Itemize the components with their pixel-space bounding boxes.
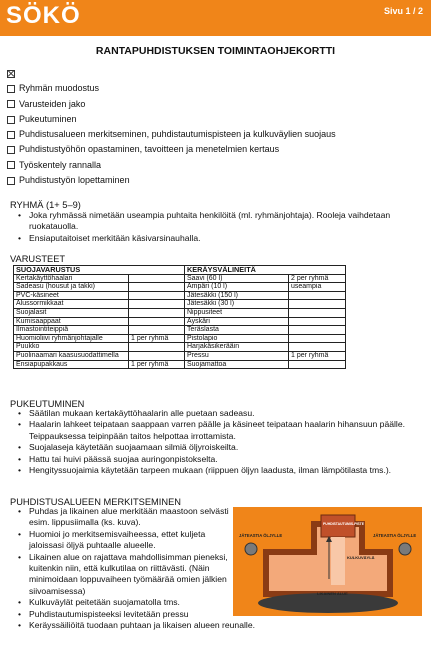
table-row: Ensiapupakkaus 1 per ryhmä Suojamattoa (14, 360, 346, 369)
section-title-varusteet: VARUSTEET (10, 254, 66, 264)
task-checklist (7, 66, 336, 188)
checkbox-icon[interactable] (7, 161, 15, 169)
table-row: Huomioliivi ryhmänjohtajalle 1 per ryhmä Pistolapio (14, 334, 346, 343)
table-row: Ilmastointiteippiä Teräslasta (14, 326, 346, 335)
diagram-label-right: JÄTEASTIA ÖLJYLLE (373, 533, 417, 538)
diagram-label-top: PUHDISTAUTUMIS-PISTE (323, 522, 365, 526)
table-header-row (14, 266, 346, 275)
soko-logo: SÖKÖ (6, 2, 81, 29)
cleaning-point-box (321, 515, 355, 537)
table-row: Alussormikkaat Jätesäkki (30 l) (14, 300, 346, 309)
checklist-item[interactable]: Puhdistusalueen merkitseminen, puhdistautumispisteen ja kulkuväylien suojaus (7, 127, 336, 142)
table-row: Kertakäyttöhaalari Saavi (60 l) 2 per ryhmä (14, 274, 346, 283)
table-row: Sadeasu (housut ja takki) Ämpäri (10 l) useampia (14, 283, 346, 292)
list-item: • Puhdistautumispisteeksi levitetään pressu (14, 609, 231, 620)
list-item: • Keräyssäiliöitä tuodaan puhtaan ja likaisen alueen reunalle. (14, 620, 429, 631)
diagram-label-dirty: LIKAINEN ALUE (317, 591, 348, 596)
section-title-merkitseminen: PUHDISTUSALUEEN MERKITSEMINEN (10, 497, 181, 507)
table-row: Puolinaamari kaasusuodattimella Pressu 1 per ryhmä (14, 351, 346, 360)
list-item: • Puhdas ja likainen alue merkitään maastoon selvästi esim. lippusiimalla (ks. kuva). (14, 506, 231, 529)
brand-header-bar (0, 0, 431, 36)
merkitseminen-list (14, 506, 255, 631)
checkbox-icon[interactable] (7, 177, 15, 185)
checklist-item[interactable]: Ryhmän muodostus (7, 81, 336, 96)
list-item: • Ensiaputaitoiset merkitään käsivarsinauhalla. (14, 233, 414, 244)
list-item: • Kulkuväylät peitetään suojamatolla tms. (14, 597, 231, 608)
list-item: • Likainen alue on rajattava mahdollisimman pieneksi, kuitenkin niin, että kulkutilaa on riittävästi. (Näin minimoidaan loppuvaiheen työmäärää omien jälkien siivoamisessa) (14, 552, 231, 598)
document-title: RANTAPUHDISTUKSEN TOIMINTAOHJEKORTTI (95, 45, 336, 57)
table-row: Puukko Harjakäsikerääin (14, 343, 346, 352)
diagram-label-left: JÄTEASTIA ÖLJYLLE (239, 533, 283, 538)
checkbox-icon[interactable] (7, 131, 15, 139)
diagram-label-path: KULKUVÄYLÄ (347, 555, 375, 560)
checklist-item[interactable]: Työskentely rannalla (7, 158, 336, 173)
site-layout-diagram (233, 507, 422, 616)
list-item: • Joka ryhmässä nimetään useampia puhtaita henkilöitä (ml. ryhmänjohtaja). Rooleja vaihdetaan ruokatauolla. (14, 210, 414, 233)
ryhma-list (14, 210, 414, 244)
waste-barrel-icon (399, 543, 411, 555)
list-item: • Suojalaseja käytetään suojaamaan silmiä öljyroiskeilta. (14, 442, 416, 453)
pukeutuminen-list (14, 408, 416, 476)
table-header: SUOJAVARUSTUS (14, 266, 185, 275)
list-item: • Hengityssuojaimia käytetään tarpeen mukaan (riippuen öljyn laadusta, ilman lämpötilasta tms.). (14, 465, 416, 476)
table-row: Kumisaappaat Äyskäri (14, 317, 346, 326)
waste-barrel-icon (245, 543, 257, 555)
page-number: Sivu 1 / 2 (383, 6, 423, 16)
list-item: • Hattu tai huivi päässä suojaa auringonpistokselta. (14, 454, 416, 465)
checklist-item[interactable]: Varusteiden jako (7, 97, 336, 112)
checkbox-icon[interactable] (7, 146, 15, 154)
checklist-item[interactable] (7, 66, 336, 81)
checklist-item[interactable]: Puhdistustyöhön opastaminen, tavoitteen ja menetelmien kertaus (7, 142, 336, 157)
table-row: Suojalasit Nippusiteet (14, 308, 346, 317)
section-title-pukeutuminen: PUKEUTUMINEN (10, 399, 85, 409)
checkbox-icon[interactable] (7, 85, 15, 93)
checklist-item[interactable]: Pukeutuminen (7, 112, 336, 127)
equipment-table (13, 265, 346, 369)
oil-spill-area (258, 593, 398, 613)
checked-box-icon[interactable] (7, 70, 15, 78)
checklist-item[interactable]: Puhdistustyön lopettaminen (7, 173, 336, 188)
list-item: • Haalarin lahkeet teipataan saappaan varren päälle ja käsineet teipataan haalarin hihansuun päälle. Teippauksessa teipinpään taitos helpottaa irrottamista. (14, 419, 416, 442)
table-header: KERÄYSVÄLINEITÄ (185, 266, 346, 275)
section-title-ryhma: RYHMÄ (1+ 5–9) (10, 200, 81, 210)
table-row: PVC-käsineet Jätesäkki (150 l) (14, 291, 346, 300)
list-item: • Säätilan mukaan kertakäyttöhaalarin alle puetaan sadeasu. (14, 408, 416, 419)
checkbox-icon[interactable] (7, 116, 15, 124)
list-item: • Huomioi jo merkitsemisvaiheessa, ettet kuljeta jaloissasi öljyä puhtaalle alueelle. (14, 529, 231, 552)
walkway (331, 537, 345, 585)
checkbox-icon[interactable] (7, 100, 15, 108)
